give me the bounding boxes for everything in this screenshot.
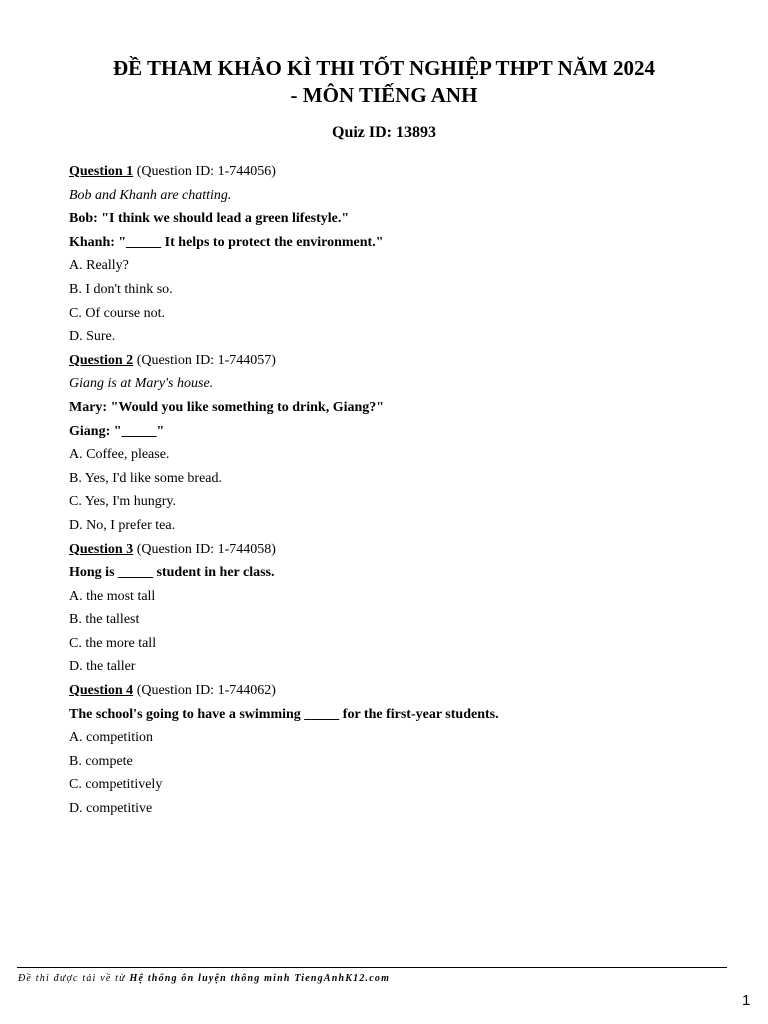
- answer-option: C. Of course not.: [69, 305, 166, 321]
- question-stem: Khanh: "_____ It helps to protect the environment.": [69, 234, 384, 250]
- question-label: Question 3: [69, 541, 134, 557]
- question-stem: The school's going to have a swimming _____ for the first-year students.: [69, 706, 499, 722]
- questions-list: [69, 160, 709, 821]
- answer-option: B. I don't think so.: [69, 281, 173, 297]
- question-heading: [69, 538, 709, 562]
- quiz-id: Quiz ID: 13893: [332, 124, 436, 141]
- title-line-1: ĐỀ THAM KHẢO KÌ THI TỐT NGHIỆP THPT NĂM 2024: [112, 56, 656, 80]
- question-heading: [69, 679, 709, 703]
- footer-divider: [17, 967, 727, 968]
- question-stem: Mary: "Would you like something to drink, Giang?": [69, 399, 385, 415]
- answer-option: C. competitively: [69, 777, 163, 793]
- answer-option: B. Yes, I'd like some bread.: [69, 470, 223, 486]
- answer-option: C. Yes, I'm hungry.: [69, 494, 177, 510]
- page-number: 1: [742, 992, 751, 1009]
- document-title: [0, 55, 768, 109]
- question-id: (Question ID: 1-744056): [133, 164, 276, 179]
- answer-option: A. the most tall: [69, 588, 156, 604]
- question-id: (Question ID: 1-744057): [133, 352, 276, 368]
- answer-option: B. compete: [69, 753, 133, 769]
- question-block: [69, 349, 709, 538]
- answer-option: C. the more tall: [69, 635, 157, 651]
- question-context: Giang is at Mary's house.: [69, 376, 214, 392]
- footer-site: Hệ thống ôn luyện thông minh TiengAnhK12.com: [129, 973, 391, 984]
- answer-option: A. Coffee, please.: [69, 447, 170, 463]
- answer-option: B. the tallest: [69, 612, 140, 628]
- answer-option: A. competition: [69, 730, 153, 746]
- answer-option: D. competitive: [69, 801, 153, 817]
- question-label: Question 2: [69, 352, 134, 368]
- question-stem: Giang: "_____": [69, 423, 165, 439]
- question-block: [69, 160, 709, 349]
- question-heading: [69, 349, 709, 373]
- question-block: [69, 538, 709, 680]
- question-block: [69, 679, 709, 821]
- question-heading: [69, 160, 709, 184]
- answer-option: A. Really?: [69, 258, 129, 274]
- question-id: (Question ID: 1-744062): [133, 683, 276, 699]
- title-line-2: - MÔN TIẾNG ANH: [290, 83, 478, 107]
- question-context: Bob and Khanh are chatting.: [69, 187, 232, 203]
- footer-prefix: Đề thi được tải về từ: [18, 973, 130, 984]
- answer-option: D. the taller: [69, 659, 136, 675]
- answer-option: D. Sure.: [69, 329, 116, 345]
- question-label: Question 4: [69, 683, 134, 699]
- answer-option: D. No, I prefer tea.: [69, 517, 176, 533]
- question-stem: Bob: "I think we should lead a green lifestyle.": [69, 211, 350, 227]
- question-id: (Question ID: 1-744058): [133, 541, 276, 557]
- footer-source: [18, 973, 390, 984]
- question-label: Question 1: [69, 164, 134, 179]
- question-stem: Hong is _____ student in her class.: [69, 565, 275, 581]
